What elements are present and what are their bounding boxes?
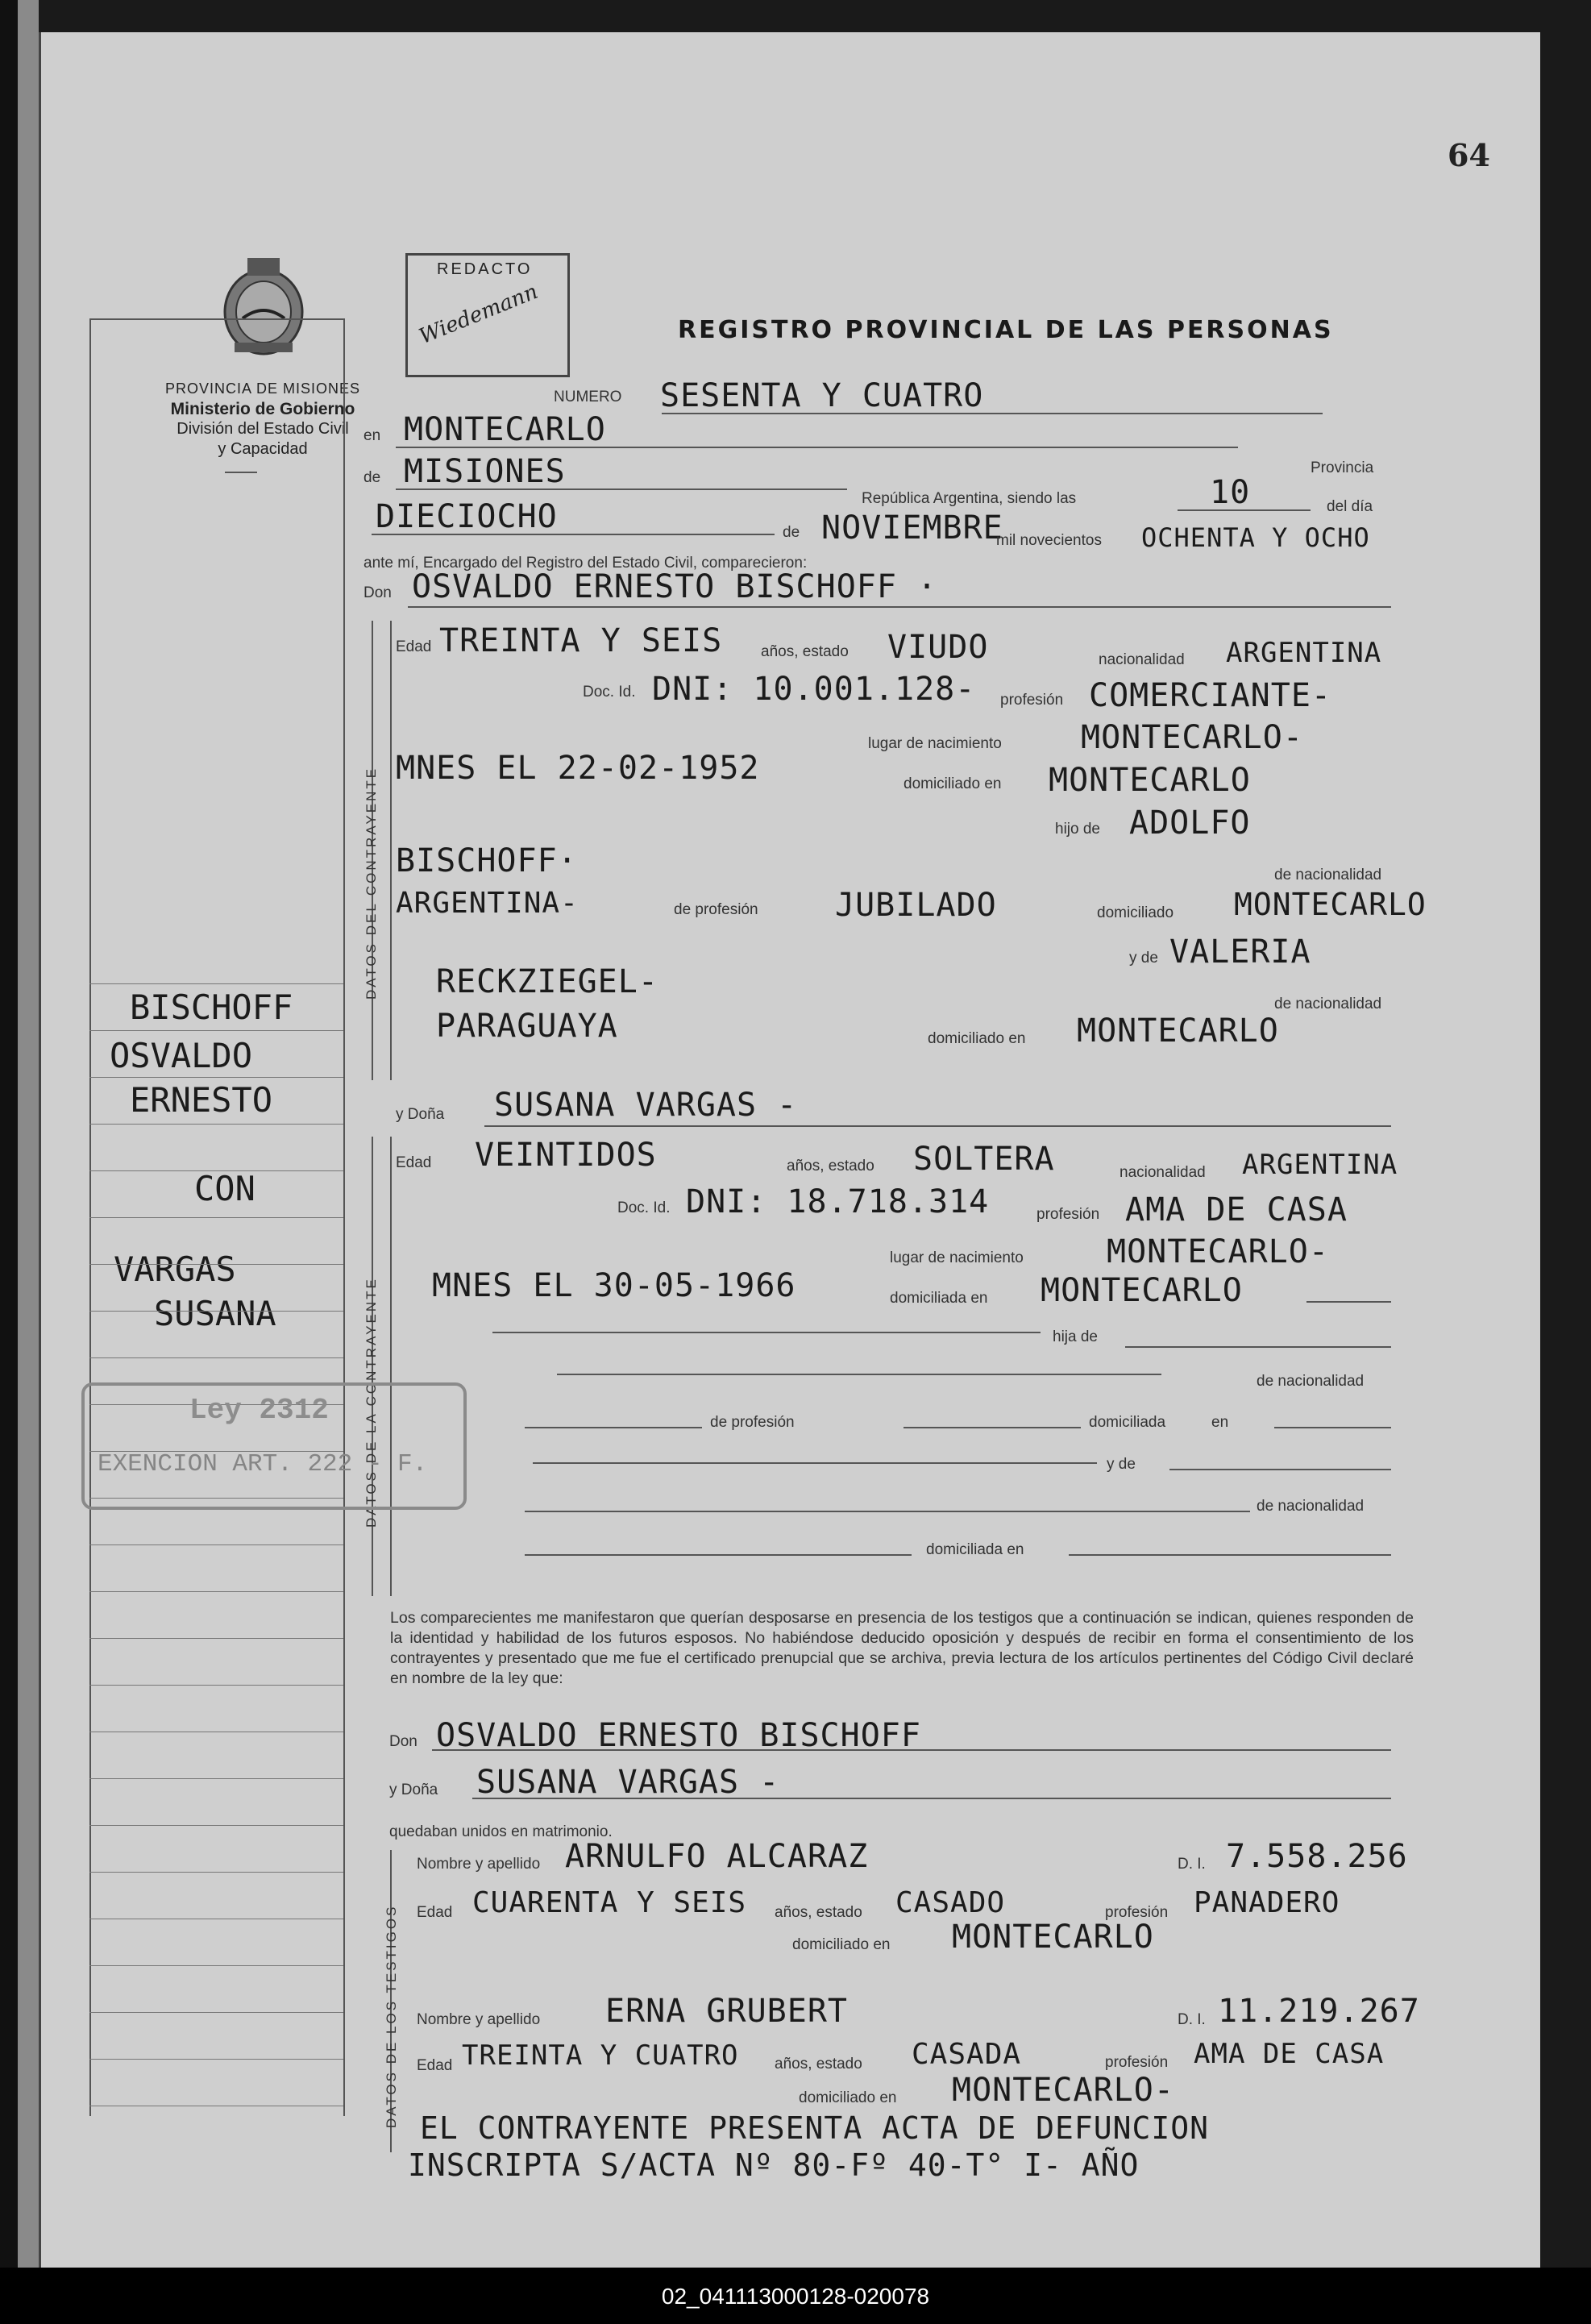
margin-rule bbox=[89, 1264, 343, 1265]
en-label: en bbox=[363, 427, 381, 444]
field-line bbox=[525, 1511, 1250, 1512]
field-line bbox=[492, 1332, 1041, 1333]
hijo-de-label: hijo de bbox=[1055, 821, 1100, 838]
lugar-value: MONTECARLO bbox=[404, 411, 606, 448]
testigo2-nombre: ERNA GRUBERT bbox=[605, 1993, 848, 2030]
province-heading: PROVINCIA DE MISIONES Ministerio de Gobierno División del Estado Civil y Capacidad bbox=[164, 380, 361, 458]
field-line bbox=[525, 1554, 912, 1556]
margin-rule bbox=[89, 1077, 343, 1078]
de-nacionalidad-label: de nacionalidad bbox=[1274, 867, 1382, 883]
margin-rule bbox=[89, 1965, 343, 1966]
field-line bbox=[372, 534, 775, 535]
de-nacionalidad-label-2: de nacionalidad bbox=[1274, 996, 1382, 1012]
contrayenta-nombre: SUSANA VARGAS - bbox=[494, 1087, 798, 1124]
margin-rule bbox=[89, 983, 343, 984]
exemption-stamp: Ley 2312 EXENCION ART. 222 - F. bbox=[81, 1382, 467, 1510]
contrayenta-estado: SOLTERA bbox=[913, 1141, 1055, 1178]
field-line bbox=[472, 1798, 1391, 1799]
doc-label: Doc. Id. bbox=[583, 684, 636, 701]
contrayenta-doc: DNI: 18.718.314 bbox=[686, 1183, 990, 1220]
testigo2-dom-label: domiciliado en bbox=[799, 2089, 897, 2106]
margin-rule bbox=[89, 1357, 343, 1358]
margin-rule bbox=[89, 1311, 343, 1312]
nacionalidad-label-2: nacionalidad bbox=[1120, 1164, 1206, 1181]
contrayente-estado: VIUDO bbox=[887, 629, 989, 666]
decl-dona-value: SUSANA VARGAS - bbox=[476, 1764, 780, 1801]
mes-value: NOVIEMBRE bbox=[821, 509, 1003, 547]
field-line bbox=[1069, 1554, 1391, 1556]
contrayente-nombre: OSVALDO ERNESTO BISCHOFF · bbox=[412, 568, 938, 605]
testigo2-edad-label: Edad bbox=[417, 2057, 453, 2074]
margin-rule bbox=[89, 1685, 343, 1686]
madre-nombre: VALERIA bbox=[1169, 933, 1311, 971]
numero-value: SESENTA Y CUATRO bbox=[660, 377, 984, 414]
contrayenta-domicilio: MONTECARLO bbox=[1041, 1272, 1243, 1309]
lugar-nac-label-2: lugar de nacimiento bbox=[890, 1249, 1024, 1266]
page-title: REGISTRO PROVINCIAL DE LAS PERSONAS bbox=[678, 316, 1334, 344]
testigo2-estado: CASADA bbox=[912, 2038, 1022, 2071]
coat-of-arms-icon bbox=[218, 254, 309, 359]
margin-rule bbox=[89, 1591, 343, 1592]
testigos-section-label: DATOS DE LOS TESTIGOS bbox=[384, 1904, 399, 2128]
field-line bbox=[408, 606, 1391, 608]
domiciliado-label: domiciliado bbox=[1097, 904, 1174, 921]
edad-label-2: Edad bbox=[396, 1154, 432, 1171]
testigo1-edad: CUARENTA Y SEIS bbox=[472, 1886, 747, 1919]
contrayente-profesion: COMERCIANTE- bbox=[1089, 677, 1331, 714]
padre-nacionalidad: ARGENTINA- bbox=[396, 887, 579, 920]
field-line bbox=[1169, 1469, 1391, 1470]
margin-rule bbox=[89, 1170, 343, 1171]
contrayente-lugar-nac: MONTECARLO- bbox=[1081, 719, 1303, 756]
field-line bbox=[396, 488, 847, 490]
hora-value: 10 bbox=[1210, 474, 1251, 511]
provincia-value: MISIONES bbox=[404, 453, 566, 490]
testigo2-edad: TREINTA Y CUATRO bbox=[462, 2039, 739, 2072]
field-line bbox=[1306, 1301, 1391, 1303]
footer-id: 02_041113000128-020078 bbox=[661, 2284, 930, 2309]
dia-value: DIECIOCHO bbox=[376, 498, 558, 535]
testigo1-profesion-label: profesión bbox=[1105, 1904, 1169, 1921]
anos-estado-label: años, estado bbox=[761, 643, 849, 660]
padre-domicilio: MONTECARLO bbox=[1234, 887, 1427, 922]
field-line bbox=[1274, 1427, 1391, 1428]
margin-rule bbox=[89, 1872, 343, 1873]
profesion-label-2: profesión bbox=[1036, 1206, 1100, 1223]
padre-nombre: ADOLFO bbox=[1129, 804, 1251, 842]
contrayenta-edad: VEINTIDOS bbox=[475, 1137, 657, 1174]
book-spine bbox=[0, 0, 18, 2324]
margin-name-2: OSVALDO bbox=[110, 1036, 253, 1075]
testigo2-domicilio: MONTECARLO- bbox=[952, 2072, 1174, 2109]
contrayente-domicilio: MONTECARLO bbox=[1049, 762, 1251, 799]
de-profesion-label-2: de profesión bbox=[710, 1414, 795, 1431]
contrayenta-lugar-nac: MONTECARLO- bbox=[1107, 1233, 1329, 1270]
contrayente-edad: TREINTA Y SEIS bbox=[439, 622, 723, 659]
numero-label: NUMERO bbox=[554, 389, 622, 405]
redacto-box: REDACTO Wiedemann bbox=[405, 253, 570, 377]
contrayente-nacionalidad: ARGENTINA bbox=[1226, 637, 1382, 669]
margin-rule bbox=[89, 1217, 343, 1218]
provincia-label: Provincia bbox=[1311, 459, 1374, 476]
testigo1-nombre: ARNULFO ALCARAZ bbox=[565, 1838, 869, 1875]
book-spine-edge bbox=[18, 0, 39, 2324]
contrayente-section-label: DATOS DEL CONTRAYENTE bbox=[363, 766, 379, 1000]
field-line bbox=[662, 413, 1323, 414]
madre-apellido: RECKZIEGEL- bbox=[436, 963, 658, 1000]
field-line bbox=[396, 447, 1238, 448]
y-dona-label: y Doña bbox=[396, 1106, 445, 1123]
de2-label: de bbox=[783, 524, 800, 541]
margin-name-6: SUSANA bbox=[154, 1294, 276, 1333]
testigo2-estado-label: años, estado bbox=[775, 2056, 862, 2072]
margin-rule bbox=[89, 2012, 343, 2013]
republica-label: República Argentina, siendo las bbox=[862, 490, 1077, 507]
testigo2-di-label: D. I. bbox=[1178, 2011, 1206, 2028]
en-label-2: en bbox=[1211, 1414, 1229, 1431]
contrayenta-fecha-nac: MNES EL 30-05-1966 bbox=[432, 1267, 796, 1304]
margin-rule bbox=[89, 1030, 343, 1031]
anos-estado-label-2: años, estado bbox=[787, 1158, 874, 1174]
margin-rule bbox=[89, 318, 343, 320]
margin-name-1: BISCHOFF bbox=[130, 987, 293, 1027]
margin-rule bbox=[89, 2059, 343, 2060]
testigo2-nombre-label: Nombre y apellido bbox=[417, 2011, 541, 2028]
don-label: Don bbox=[363, 584, 392, 601]
testigo1-di-label: D. I. bbox=[1178, 1856, 1206, 1873]
testigo1-profesion: PANADERO bbox=[1194, 1886, 1340, 1919]
testigo1-di: 7.558.256 bbox=[1226, 1838, 1408, 1875]
testigo2-profesion-label: profesión bbox=[1105, 2054, 1169, 2071]
anio-value: OCHENTA Y OCHO bbox=[1141, 522, 1370, 553]
edad-label: Edad bbox=[396, 638, 432, 655]
field-line bbox=[432, 1749, 1391, 1751]
testigo2-profesion: AMA DE CASA bbox=[1194, 2038, 1385, 2070]
declaration-paragraph: Los comparecientes me manifestaron que querían desposarse en presencia de los testigos que a continuación se indican, quienes responden de la identidad y habilidad de los futuros esposos. No habiéndose deducido oposición y después de recibir en forma el consentimiento de los contrayentes y presentado que me fue el certificado prenupcial que se archiva, previa lectura de los artículos pertinentes del Código Civil declaré en nombre de la ley que: bbox=[390, 1609, 1414, 1687]
decl-don-label: Don bbox=[389, 1733, 417, 1750]
field-line bbox=[1178, 509, 1311, 511]
testigo1-edad-label: Edad bbox=[417, 1904, 453, 1921]
nota-line-2: INSCRIPTA S/ACTA Nº 80-Fº 40-T° I- AÑO bbox=[408, 2147, 1140, 2183]
nacionalidad-label: nacionalidad bbox=[1099, 651, 1185, 668]
de-label: de bbox=[363, 469, 381, 486]
field-line bbox=[484, 1125, 1391, 1127]
margin-rule bbox=[89, 1638, 343, 1639]
decl-don-value: OSVALDO ERNESTO BISCHOFF bbox=[436, 1717, 921, 1754]
margin-line bbox=[343, 318, 345, 2116]
domiciliada-en-label-2: domiciliada en bbox=[926, 1541, 1024, 1558]
testigo2-di: 11.219.267 bbox=[1218, 1993, 1420, 2030]
domiciliada-en-label: domiciliada en bbox=[890, 1290, 988, 1307]
margin-rule bbox=[89, 1124, 343, 1125]
section-line bbox=[390, 621, 392, 1080]
margin-name-4: CON bbox=[194, 1169, 255, 1208]
field-line bbox=[533, 1462, 1097, 1464]
margin-rule bbox=[89, 1825, 343, 1826]
field-line bbox=[904, 1427, 1081, 1428]
margin-rule bbox=[89, 1544, 343, 1545]
hija-de-label: hija de bbox=[1053, 1328, 1098, 1345]
contrayenta-section-label: DATOS DE LA CONTRAYENTE bbox=[363, 1277, 379, 1528]
madre-domicilio: MONTECARLO bbox=[1077, 1012, 1279, 1050]
contrayenta-profesion: AMA DE CASA bbox=[1125, 1191, 1348, 1229]
testigo1-domicilio: MONTECARLO bbox=[952, 1919, 1154, 1956]
contrayenta-nacionalidad: ARGENTINA bbox=[1242, 1149, 1398, 1181]
ante-label: ante mí, Encargado del Registro del Estado Civil, comparecieron: bbox=[363, 555, 808, 572]
doc-label-2: Doc. Id. bbox=[617, 1199, 671, 1216]
field-line bbox=[557, 1374, 1161, 1375]
profesion-label: profesión bbox=[1000, 692, 1064, 709]
padre-apellido: BISCHOFF· bbox=[396, 842, 578, 879]
madre-nacionalidad: PARAGUAYA bbox=[436, 1008, 618, 1045]
contrayente-doc: DNI: 10.001.128- bbox=[652, 671, 976, 708]
section-line bbox=[390, 1137, 392, 1596]
testigo1-estado: CASADO bbox=[895, 1886, 1006, 1919]
testigo1-estado-label: años, estado bbox=[775, 1904, 862, 1921]
del-dia-label: del día bbox=[1327, 498, 1373, 515]
padre-profesion: JUBILADO bbox=[835, 887, 997, 924]
page-number: 64 bbox=[1448, 137, 1490, 173]
lugar-nac-label: lugar de nacimiento bbox=[868, 735, 1002, 752]
de-nacionalidad-label-4: de nacionalidad bbox=[1257, 1498, 1365, 1515]
decl-dona-label: y Doña bbox=[389, 1781, 438, 1798]
contrayente-fecha-nac: MNES EL 22-02-1952 bbox=[396, 750, 760, 787]
margin-name-3: ERNESTO bbox=[130, 1080, 273, 1120]
y-de-label: y de bbox=[1129, 950, 1158, 967]
domiciliada-label: domiciliada bbox=[1089, 1414, 1166, 1431]
mil-label: mil novecientos bbox=[996, 532, 1102, 549]
registry-page bbox=[39, 32, 1540, 2273]
divider bbox=[225, 472, 257, 473]
domiciliado-en-label: domiciliado en bbox=[904, 775, 1002, 792]
y-de-label-2: y de bbox=[1107, 1456, 1136, 1473]
field-line bbox=[1125, 1346, 1391, 1348]
de-nacionalidad-label-3: de nacionalidad bbox=[1257, 1373, 1365, 1390]
nota-line-1: EL CONTRAYENTE PRESENTA ACTA DE DEFUNCION bbox=[420, 2110, 1209, 2146]
margin-rule bbox=[89, 1778, 343, 1779]
testigo1-dom-label: domiciliado en bbox=[792, 1936, 891, 1953]
margin-name-5: VARGAS bbox=[114, 1249, 236, 1289]
de-profesion-label: de profesión bbox=[674, 901, 758, 918]
testigo1-nombre-label: Nombre y apellido bbox=[417, 1856, 541, 1873]
quedaban-label: quedaban unidos en matrimonio. bbox=[389, 1823, 613, 1840]
field-line bbox=[525, 1427, 702, 1428]
madre-domiciliado-label: domiciliado en bbox=[928, 1030, 1026, 1047]
